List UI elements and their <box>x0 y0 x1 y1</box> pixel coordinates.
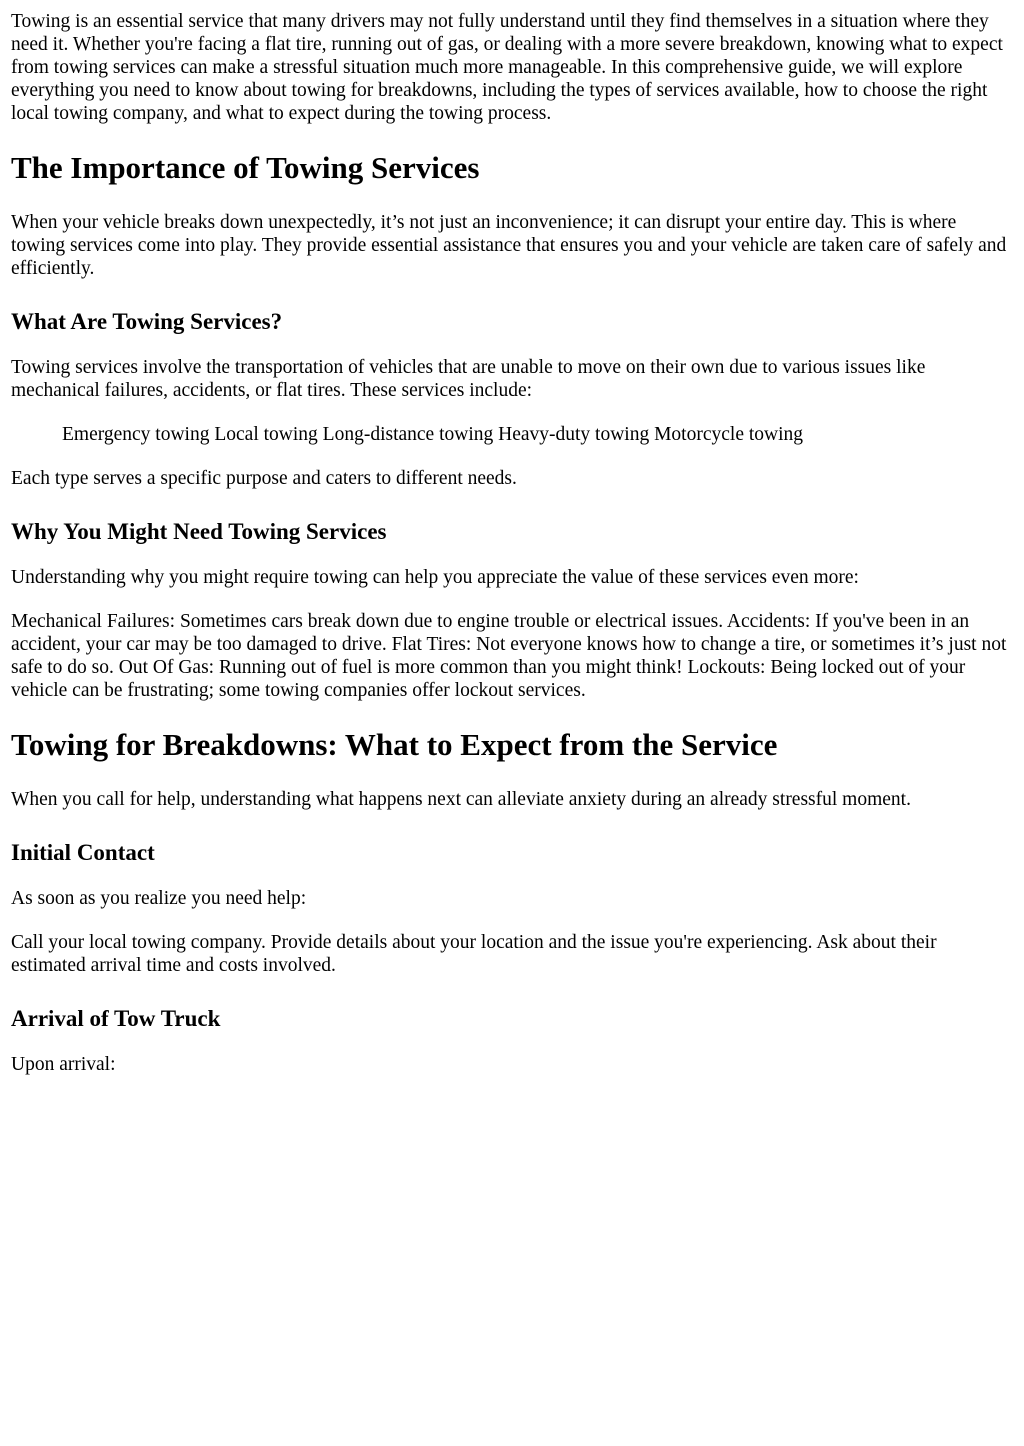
subheading-initial-contact: Initial Contact <box>11 840 155 865</box>
intro-paragraph: Towing is an essential service that many drivers may not fully understand until they find themselves in a situation where they need it. Whether you're facing a flat tire, running out of gas, or dealing with a more severe breakdown, knowing what to expect from towing services can make a stressful situation much more manageable. In this comprehensive guide, we will explore everything you need to know about towing for breakdowns, including the types of services available, how to choose the right local towing company, and what to expect during the towing process. <box>11 11 1003 124</box>
what-to-expect-paragraph: When you call for help, understanding what happens next can alleviate anxiety during an already stressful moment. <box>11 789 911 810</box>
why-need-paragraph: Understanding why you might require towing can help you appreciate the value of these services even more: <box>11 567 859 588</box>
initial-contact-steps: Call your local towing company. Provide details about your location and the issue you're experiencing. Ask about their estimated arrival time and costs involved. <box>11 932 937 976</box>
section-heading-importance: The Importance of Towing Services <box>11 150 480 185</box>
subheading-what-are-towing-services: What Are Towing Services? <box>11 309 283 334</box>
importance-paragraph: When your vehicle breaks down unexpectedly, it’s not just an inconvenience; it can disrupt your entire day. This is where towing services come into play. They provide essential assistance that ensures you and your vehicle are taken care of safely and efficiently. <box>11 212 1007 279</box>
subheading-arrival-of-tow-truck: Arrival of Tow Truck <box>11 1006 221 1031</box>
what-are-paragraph: Towing services involve the transportation of vehicles that are unable to move on their own due to various issues like mechanical failures, accidents, or flat tires. These services include: <box>11 357 926 401</box>
towing-types-list: Emergency towing Local towing Long-distance towing Heavy-duty towing Motorcycle towing <box>62 424 804 445</box>
towing-types-summary: Each type serves a specific purpose and caters to different needs. <box>11 468 517 489</box>
initial-contact-paragraph: As soon as you realize you need help: <box>11 888 307 909</box>
section-heading-what-to-expect: Towing for Breakdowns: What to Expect from the Service <box>11 727 778 762</box>
arrival-paragraph: Upon arrival: <box>11 1054 116 1075</box>
reasons-list: Mechanical Failures: Sometimes cars break down due to engine trouble or electrical issues. Accidents: If you've been in an accident, your car may be too damaged to drive. Flat Tires: Not everyone knows how to change a tire, or sometimes it’s just not safe to do so. Out Of Gas: Running out of fuel is more common than you might think! Lockouts: Being locked out of your vehicle can be frustrating; some towing companies offer lockout services. <box>11 611 1007 701</box>
subheading-why-need-towing: Why You Might Need Towing Services <box>11 519 387 544</box>
